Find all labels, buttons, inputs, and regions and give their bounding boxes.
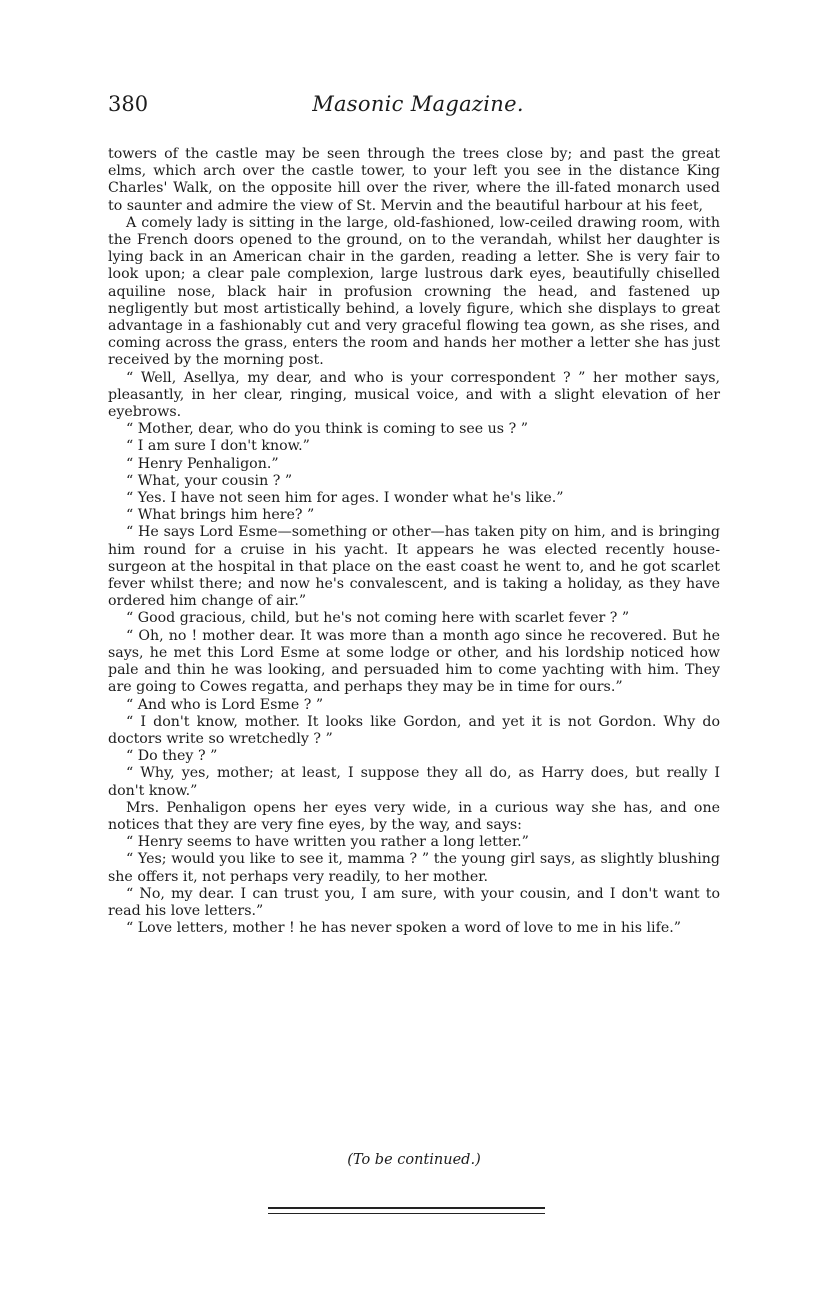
- paragraph: “ Well, Asellya, my dear, and who is your correspondent ? ” her mother says, pleasantly, in her clear, ringing, musical voice, and with a slight elevation of her eyebrows.: [108, 369, 720, 421]
- closing-rule-thin: [268, 1213, 545, 1214]
- paragraph: “ No, my dear. I can trust you, I am sure, with your cousin, and I don't want to read his love letters.”: [108, 885, 720, 919]
- paragraph: “ Do they ? ”: [126, 748, 218, 765]
- paragraph: “ Why, yes, mother; at least, I suppose they all do, as Harry does, but really I don't know.”: [108, 765, 720, 799]
- paragraph: towers of the castle may be seen through the trees close by; and past the great elms, which arch over the castle tower, to your left you see in the distance King Charles' Walk, on the opposite hill over the river, where the ill-fated monarch used to saunter and admire the view of St. Mervin and the beautiful harbour at his feet,: [108, 146, 720, 214]
- paragraph: “ What brings him here? ”: [126, 507, 315, 524]
- page-header: [108, 92, 728, 124]
- paragraph: “ What, your cousin ? ”: [126, 472, 293, 489]
- to-be-continued-note: (To be continued.): [347, 1152, 481, 1168]
- paragraph: “ Love letters, mother ! he has never spoken a word of love to me in his life.”: [126, 920, 681, 937]
- paragraph: “ Yes; would you like to see it, mamma ? ” the young girl says, as slightly blushing she offers it, not perhaps very readily, to her mother.: [108, 851, 720, 885]
- paragraph: “ Good gracious, child, but he's not coming here with scarlet fever ? ”: [126, 610, 630, 627]
- page-number: 380: [108, 92, 149, 116]
- closing-rule-thick: [268, 1207, 545, 1209]
- paragraph: “ Mother, dear, who do you think is coming to see us ? ”: [126, 421, 528, 438]
- running-title: Masonic Magazine.: [312, 92, 524, 116]
- paragraph: “ Henry seems to have written you rather a long letter.”: [126, 834, 529, 851]
- paragraph: “ Yes. I have not seen him for ages. I wonder what he's like.”: [126, 490, 564, 507]
- paragraph: “ I don't know, mother. It looks like Gordon, and yet it is not Gordon. Why do doctors write so wretchedly ? ”: [108, 713, 720, 747]
- paragraph: Mrs. Penhaligon opens her eyes very wide, in a curious way she has, and one notices that they are very fine eyes, by the way, and says:: [108, 799, 720, 833]
- paragraph: “ I am sure I don't know.”: [126, 438, 310, 455]
- paragraph: “ And who is Lord Esme ? ”: [126, 696, 324, 713]
- paragraph: “ He says Lord Esme—something or other—has taken pity on him, and is bringing him round for a cruise in his yacht. It appears he was elected recently house-surgeon at the hospital in that place on the east coast he went to, and he got scarlet fever whilst there; and now he's convalescent, and is taking a holiday, as they have ordered him change of air.”: [108, 524, 720, 610]
- paragraph: “ Henry Penhaligon.”: [126, 455, 279, 472]
- paragraph: A comely lady is sitting in the large, old-fashioned, low-ceiled drawing room, with the French doors opened to the ground, on to the verandah, whilst her daughter is lying back in an American chair in the garden, reading a letter. She is very fair to look upon; a clear pale complexion, large lustrous dark eyes, beautifully chiselled aquiline nose, black hair in profusion crowning the head, and fastened up negligently but most artistically behind, a lovely figure, which she displays to great advantage in a fashionably cut and very graceful flowing tea gown, as she rises, and coming across the grass, enters the room and hands her mother a letter she has just received by the morning post.: [108, 214, 720, 369]
- paragraph: “ Oh, no ! mother dear. It was more than a month ago since he recovered. But he says, he met this Lord Esme at some lodge or other, and his lordship noticed how pale and thin he was looking, and persuaded him to come yachting with him. They are going to Cowes regatta, and perhaps they may be in time for ours.”: [108, 627, 720, 696]
- article-body: [108, 146, 720, 937]
